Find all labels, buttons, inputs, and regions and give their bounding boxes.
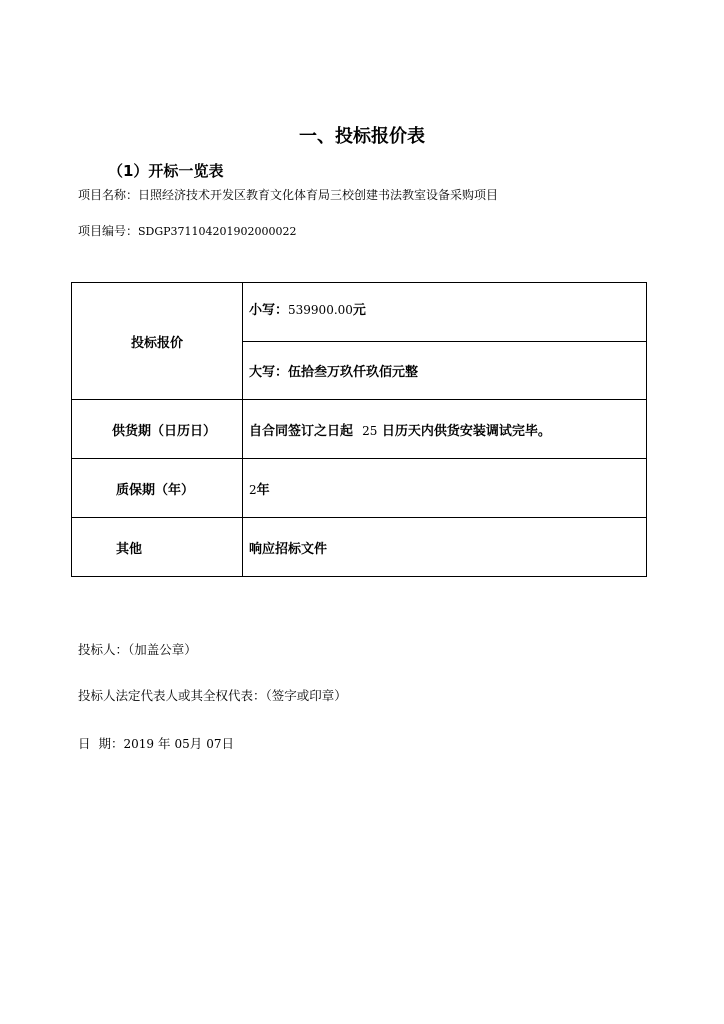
date-month: 05 <box>174 737 190 751</box>
table-row <box>72 459 647 518</box>
date-line <box>78 734 234 752</box>
bidder-line: 投标人：（加盖公章） <box>78 642 197 657</box>
table-row <box>72 518 647 577</box>
lowercase-amount-cell <box>243 283 647 342</box>
warranty-unit: 年 <box>256 482 270 498</box>
warranty-value-cell <box>243 459 647 518</box>
project-name-line <box>78 186 498 203</box>
delivery-label: 供货期（日历日） <box>72 400 243 459</box>
warranty-label: 质保期（年） <box>72 459 243 518</box>
table-row <box>72 400 647 459</box>
other-value: 响应招标文件 <box>243 518 647 577</box>
project-code-value: SDGP371104201902000022 <box>138 225 297 238</box>
uppercase-amount: 伍拾叁万玖仟玖佰元整 <box>288 365 419 380</box>
representative-line: 投标人法定代表人或其全权代表：（签字或印章） <box>78 688 347 703</box>
project-code-label: 项目编号： <box>78 224 139 238</box>
other-label: 其他 <box>72 518 243 577</box>
delivery-days: 25 <box>362 423 378 438</box>
table-row <box>72 283 647 342</box>
year-char: 年 <box>157 736 171 751</box>
bid-summary-table <box>71 282 647 577</box>
page-title: 一、投标报价表 <box>299 126 425 147</box>
date-day: 07 <box>206 737 222 751</box>
section-heading: （1）开标一览表 <box>108 162 224 180</box>
delivery-suffix: 日历天内供货安装调试完毕。 <box>381 423 551 439</box>
delivery-value-cell <box>243 400 647 459</box>
uppercase-amount-cell <box>243 342 647 400</box>
day-char: 日 <box>221 736 235 751</box>
delivery-prefix: 自合同签订之日起 <box>249 423 354 439</box>
lowercase-amount: 539900.00 <box>288 303 353 317</box>
project-name-label: 项目名称： <box>78 188 139 202</box>
project-code-line <box>78 222 297 239</box>
date-label: 日 期： <box>78 736 124 751</box>
warranty-years: 2 <box>249 482 257 497</box>
month-char: 月 <box>189 736 203 751</box>
lowercase-unit: 元 <box>352 303 366 318</box>
uppercase-label: 大写： <box>249 365 289 380</box>
project-name-value: 日照经济技术开发区教育文化体育局三校创建书法教室设备采购项目 <box>138 188 499 202</box>
date-year: 2019 <box>123 737 154 751</box>
bid-price-label: 投标报价 <box>72 283 243 400</box>
lowercase-label: 小写： <box>249 303 289 318</box>
